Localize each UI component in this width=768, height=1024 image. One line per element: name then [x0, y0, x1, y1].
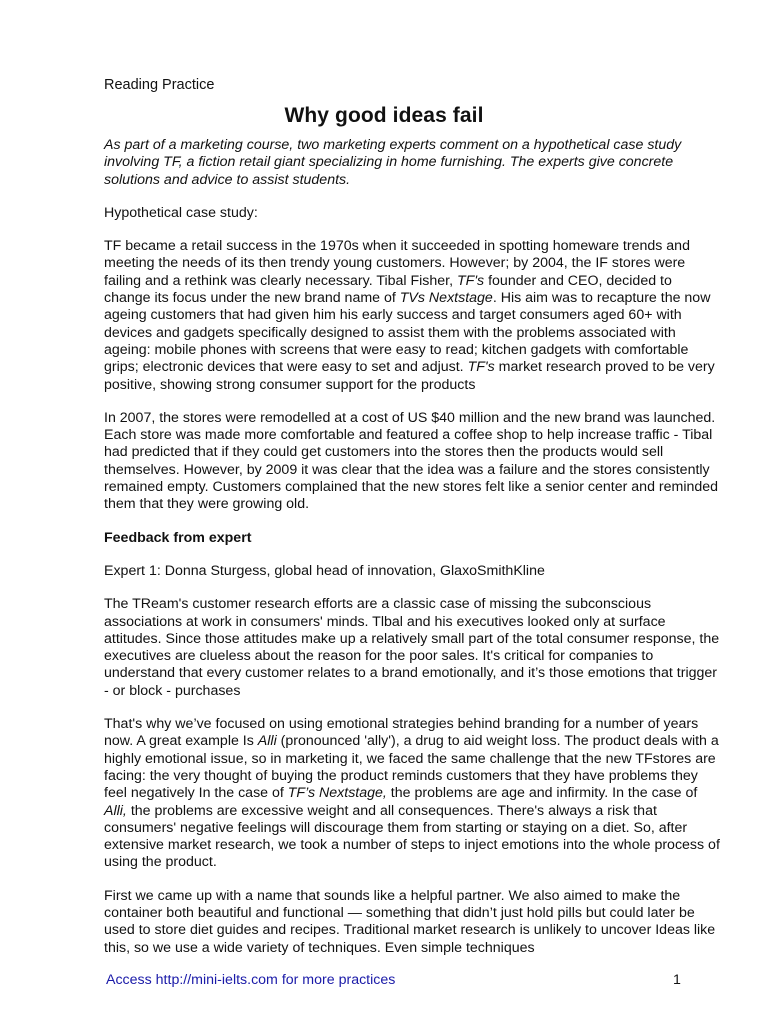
paragraph-1	[104, 238, 722, 394]
case-study-heading: Hypothetical case study:	[104, 204, 258, 221]
paragraph-4	[104, 716, 722, 872]
text-run: the problems are excessive weight and all consequences. There's always a risk that consumers' negative feelings will discourage them from starting or staying on a diet. So, after extensive market research, we took a number of steps to inject emotions into the whole process of using the product.	[104, 802, 720, 871]
footer-practice-link[interactable]: Access http://mini-ielts.com for more practices	[106, 972, 396, 988]
text-run: (pronounced 'ally'), a drug to aid weight loss. The product deals with a highly emotional issue, so in marketing it, we faced the same challenge that the new TFstores are facing: the very thought of buying the product reminds customers that they have problems they feel negatively In the case of	[104, 733, 719, 802]
header-label: Reading Practice	[104, 77, 215, 93]
text-run: founder and CEO, decided to change its focus under the new brand name of	[104, 272, 672, 307]
italic-run: TF’s Nextstage,	[287, 785, 387, 802]
paragraph-3: The TReam's customer research efforts are a classic case of missing the subconscious associations at work in consumers' minds. Tlbal and his executives looked only at surface attitudes. Since those attitudes make up a relatively small part of the total consumer response, the executives are clueless about the reason for the poor sales. It's critical for companies to understand that every customer relates to a brand emotionally, and it’s those emotions that trigger - or block - purchases	[104, 596, 720, 699]
italic-run: Alli,	[104, 802, 127, 819]
expert-1-line: Expert 1: Donna Sturgess, global head of innovation, GlaxoSmithKline	[104, 562, 545, 579]
page-number: 1	[673, 972, 681, 988]
feedback-heading: Feedback from expert	[104, 529, 252, 546]
text-run: TF became a retail success in the 1970s when it succeeded in spotting homeware trends and meeting the needs of its then trendy young customers. However; by 2004, the IF stores were failing and a rethink was clearly necessary. Tibal Fisher,	[104, 238, 690, 289]
page-title: Why good ideas fail	[284, 104, 484, 127]
text-run: the problems are age and infirmity. In the case of	[386, 785, 698, 802]
article-body	[104, 137, 722, 973]
intro-paragraph: As part of a marketing course, two marketing experts comment on a hypothetical case study involving TF, a fiction retail giant specializing in home furnishing. The experts give concrete solutions and advice to assist students.	[104, 137, 682, 188]
text-run: That's why we’ve focused on using emotional strategies behind branding for a number of years now. A great example Is	[104, 716, 699, 750]
italic-run: TF's	[457, 272, 485, 289]
italic-run: Alli	[257, 733, 277, 750]
paragraph-5: First we came up with a name that sounds like a helpful partner. We also aimed to make the container both beautiful and functional — something that didn’t just hold pills but could later be used to store diet guides and recipes. Traditional market research is unlikely to uncover Ideas like this, so we use a wide variety of techniques. Even simple techniques	[104, 887, 716, 956]
text-run: market research proved to be very positive, showing strong consumer support for the products	[104, 359, 715, 393]
paragraph-2: In 2007, the stores were remodelled at a cost of US $40 million and the new brand was launched. Each store was made more comfortable and featured a coffee shop to help increase traffic - Tibal had predicted that if they could get customers into the stores then the products would sell themselves. However, by 2009 it was clear that the idea was a failure and the stores consistently remained empty. Customers complained that the new stores felt like a senior center and reminded them that they were growing old.	[104, 409, 719, 513]
italic-run: TF's	[467, 359, 495, 376]
text-run: . His aim was to recapture the now ageing customers that had given him his early success and target consumers aged 60+ with devices and gadgets specifically designed to assist them with the problems associated with ageing: mobile phones with screens that were easy to read; kitchen gadgets with comfortable grips; electronic devices that were easy to set and adjust.	[104, 290, 711, 376]
italic-run: TVs Nextstage	[399, 290, 493, 307]
